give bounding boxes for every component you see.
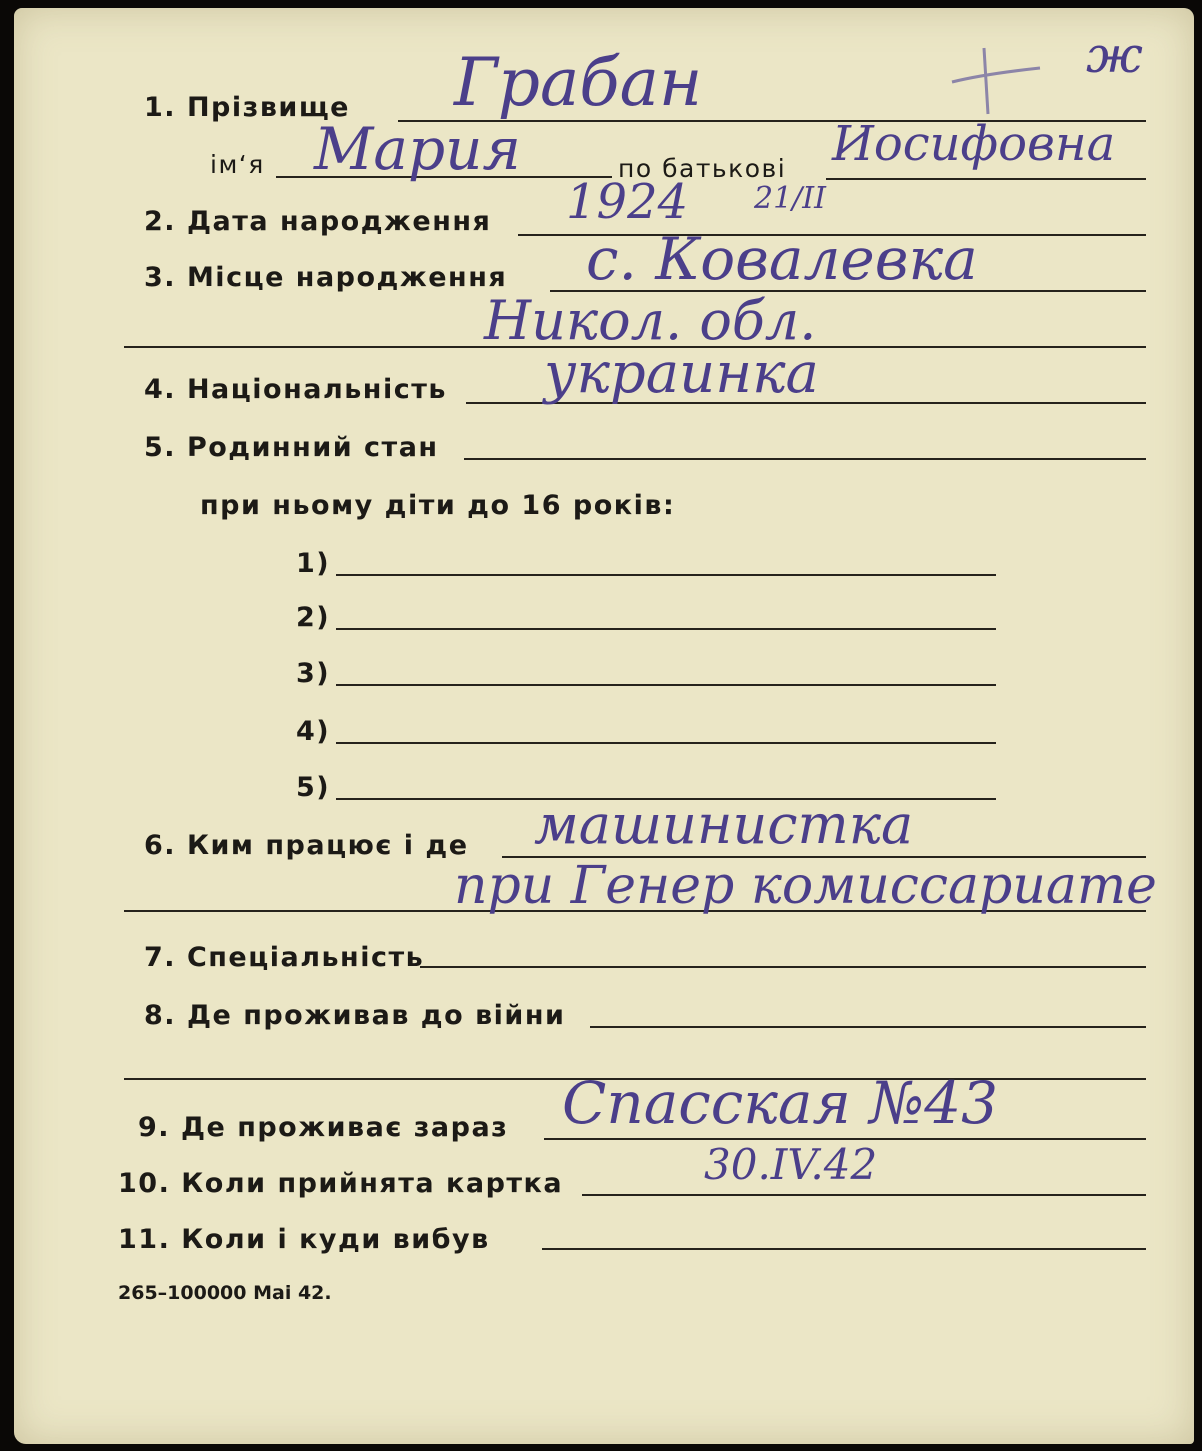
field-7-label: 7. Спеціальність	[144, 942, 425, 973]
current-residence-value: Спасская №43	[562, 1069, 999, 1137]
child-2-line	[336, 628, 996, 630]
birthplace-value-1: с. Ковалевка	[586, 225, 978, 293]
patronymic-label: по батькові	[618, 154, 787, 183]
specialty-line	[420, 966, 1146, 968]
first-name-value: Мария	[314, 115, 521, 183]
field-9-label: 9. Де проживає зараз	[138, 1112, 509, 1143]
patronymic-value: Иосифовна	[832, 116, 1116, 172]
field-1-number: 1.	[144, 92, 177, 123]
registration-card	[14, 8, 1194, 1444]
print-code: 265–100000 Mai 42.	[118, 1282, 332, 1304]
departed-line	[542, 1248, 1146, 1250]
field-11-label: 11. Коли і куди вибув	[118, 1224, 490, 1255]
corner-cross-mark	[944, 42, 1054, 122]
card-date-line	[582, 1194, 1146, 1196]
field-1-label: Прізвище	[186, 92, 350, 123]
child-3-number: 3)	[296, 658, 331, 689]
card-date-value: 30.IV.42	[704, 1140, 878, 1189]
first-name-label: ім‘я	[210, 150, 265, 179]
prewar-residence-line-1	[590, 1026, 1146, 1028]
occupation-value-1: машинистка	[534, 793, 914, 856]
child-3-line	[336, 684, 996, 686]
child-1-line	[336, 574, 996, 576]
birth-date-day: 21/II	[754, 181, 826, 216]
field-3-label: 3. Місце народження	[144, 262, 508, 293]
field-2-label: 2. Дата народження	[144, 206, 492, 237]
occupation-value-2: при Генер комиссариате	[454, 856, 1157, 916]
children-label: при ньому діти до 16 років:	[200, 490, 676, 521]
child-4-number: 4)	[296, 716, 331, 747]
child-2-number: 2)	[296, 602, 331, 633]
patronymic-line	[826, 178, 1146, 180]
child-4-line	[336, 742, 996, 744]
field-4-label: 4. Національність	[144, 374, 447, 405]
child-1-number: 1)	[296, 548, 331, 579]
birthplace-value-2: Никол. обл.	[484, 289, 817, 352]
child-5-number: 5)	[296, 772, 331, 803]
surname-value: Грабан	[454, 44, 703, 121]
corner-letter: ж	[1086, 26, 1143, 84]
birth-date-year: 1924	[566, 174, 689, 230]
field-5-label: 5. Родинний стан	[144, 432, 439, 463]
nationality-value: украинка	[544, 341, 819, 406]
field-8-label: 8. Де проживав до війни	[144, 1000, 566, 1031]
field-10-label: 10. Коли прийнята картка	[118, 1168, 564, 1199]
field-6-label: 6. Ким працює і де	[144, 830, 469, 861]
marital-status-line	[464, 458, 1146, 460]
